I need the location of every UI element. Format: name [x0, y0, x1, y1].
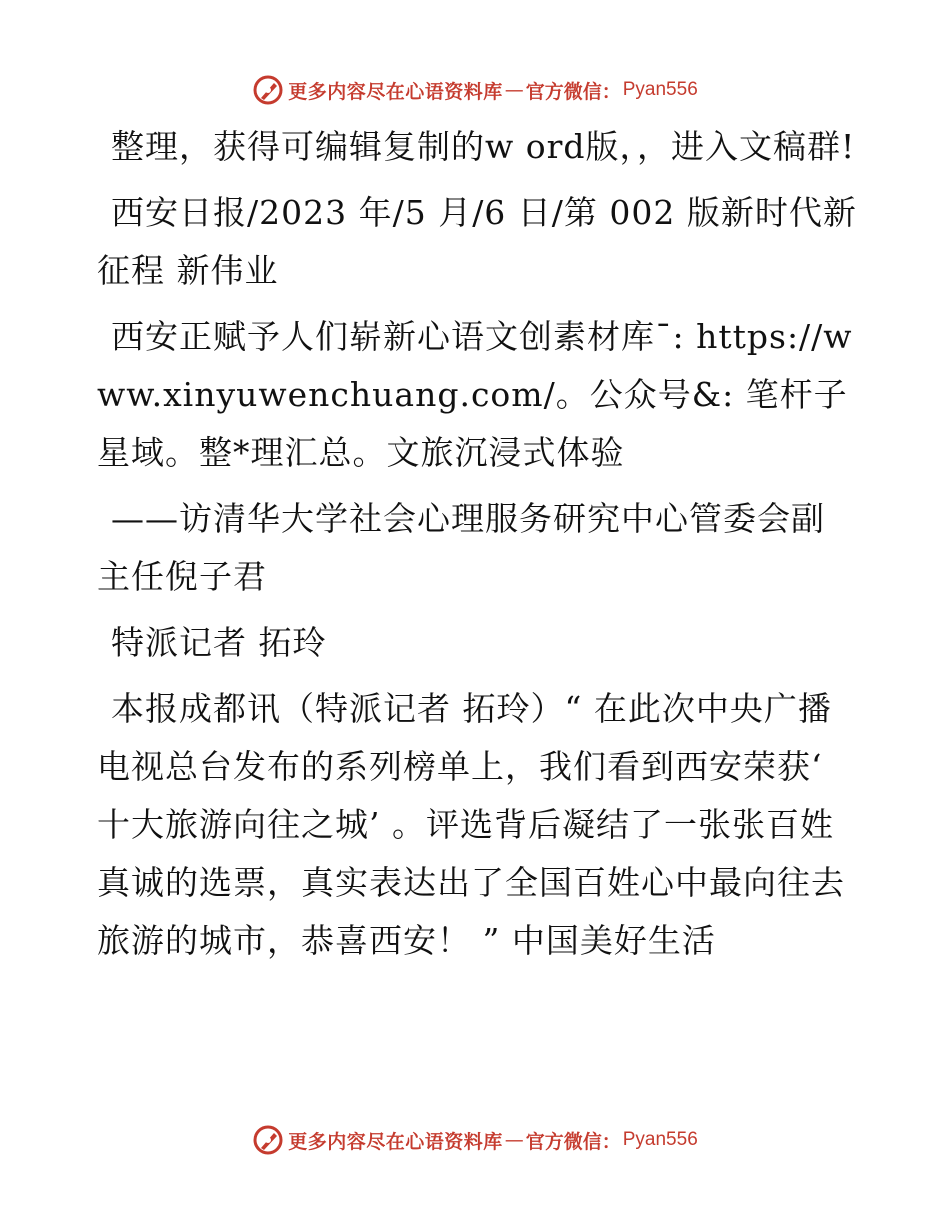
banner-official-label: 官方微信：	[525, 80, 621, 103]
banner-main-text: 更多内容尽在心语资料库	[288, 1130, 503, 1153]
banner-separator: —	[504, 79, 524, 101]
paragraph-headline: 西安正赋予人们崭新心语文创素材库¯: https://www.xinyuwenchuang.com/。公众号&: 笔杆子星域。整*理汇总。文旅沉浸式体验	[97, 317, 853, 472]
banner-separator: —	[504, 1129, 524, 1151]
paragraph-dateline: 西安日报/2023 年/5 月/6 日/第 002 版新时代新征程 新伟业	[97, 193, 857, 290]
banner-main-text: 更多内容尽在心语资料库	[288, 80, 503, 103]
banner-wechat-id: Pyan556	[622, 79, 698, 100]
paragraph-byline: 特派记者 拓玲	[111, 623, 327, 662]
document-body	[97, 118, 857, 978]
footer-watermark-banner	[0, 1120, 950, 1160]
header-watermark-banner	[0, 70, 950, 110]
banner-official-label: 官方微信：	[525, 1130, 621, 1153]
paragraph-intro: 整理，获得可编辑复制的w ord版，，进入文稿群!	[111, 127, 856, 166]
paragraph-body: 本报成都讯（特派记者 拓玲）“ 在此次中央广播电视总台发布的系列榜单上，我们看到西安荣获‘ 十大旅游向往之城’ 。评选背后凝结了一张张百姓真诚的选票，真实表达出了全国百姓心中最向往去旅游的城市，恭喜西安！ ” 中国美好生活	[97, 689, 845, 960]
banner-wechat-id: Pyan556	[622, 1129, 698, 1150]
pen-logo-icon	[252, 1124, 284, 1156]
pen-logo-icon	[252, 74, 284, 106]
paragraph-subtitle: ——访清华大学社会心理服务研究中心管委会副主任倪子君	[97, 499, 825, 596]
